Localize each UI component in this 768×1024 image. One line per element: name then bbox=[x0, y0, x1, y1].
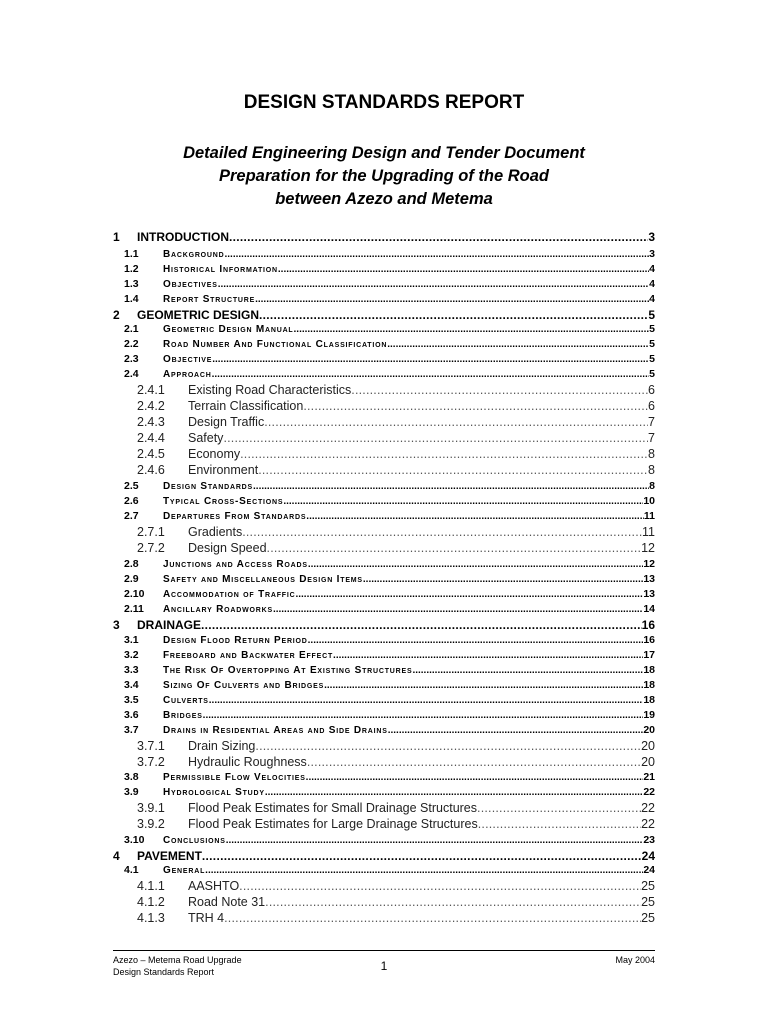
toc-entry-label: Accommodation of Traffic bbox=[163, 589, 296, 600]
toc-entry-number: 2.5 bbox=[124, 480, 139, 492]
toc-entry-label: Design Standards bbox=[163, 481, 254, 492]
toc-entry-label: Permissible Flow Velocities bbox=[163, 772, 306, 783]
footer-rule bbox=[113, 950, 655, 951]
toc-entry-label: TRH 4 bbox=[188, 911, 225, 925]
toc-entry[interactable] bbox=[113, 278, 655, 290]
toc-entry-number: 3.5 bbox=[124, 694, 139, 706]
toc-entry-label: Culverts bbox=[163, 695, 209, 706]
toc-entry-label: Safety bbox=[188, 431, 224, 445]
toc-entry-number: 2.4.4 bbox=[137, 431, 165, 445]
toc-entry-number: 2.3 bbox=[124, 353, 139, 365]
report-title: DESIGN STANDARDS REPORT bbox=[243, 92, 525, 113]
toc-entry-page: 25 bbox=[641, 895, 655, 909]
toc-entry-page: 16 bbox=[643, 634, 655, 646]
toc-entry-label: Design Traffic bbox=[188, 415, 265, 429]
toc-entry[interactable] bbox=[113, 263, 655, 275]
toc-entry-number: 3.9 bbox=[124, 786, 139, 798]
toc-entry-label: Terrain Classification bbox=[188, 399, 304, 413]
toc-entry-page: 17 bbox=[643, 649, 655, 661]
toc-dot-leader bbox=[387, 339, 649, 350]
toc-entry-label: General bbox=[163, 865, 206, 876]
toc-entry-number: 4.1 bbox=[124, 864, 139, 876]
toc-dot-leader bbox=[273, 604, 643, 615]
toc-entry-label: Objective bbox=[163, 354, 213, 365]
toc-entry-number: 4.1.2 bbox=[137, 895, 165, 909]
toc-dot-leader bbox=[308, 559, 643, 570]
toc-dot-leader bbox=[223, 431, 648, 445]
toc-dot-leader bbox=[258, 463, 648, 477]
toc-dot-leader bbox=[267, 541, 642, 555]
toc-entry-page: 4 bbox=[649, 263, 655, 275]
toc-entry-label: Freeboard and Backwater Effect bbox=[163, 650, 334, 661]
toc-dot-leader bbox=[201, 618, 642, 632]
toc-entry-label: Junctions and Access Roads bbox=[163, 559, 308, 570]
toc-entry-number: 4.1.1 bbox=[137, 879, 165, 893]
toc-entry-label: Flood Peak Estimates for Large Drainage Structures bbox=[188, 817, 478, 831]
footer-report-name: Design Standards Report bbox=[113, 967, 215, 977]
toc-entry-number: 2.2 bbox=[124, 338, 139, 350]
toc-dot-leader bbox=[229, 230, 648, 244]
toc-entry-label: Drains in Residential Areas and Side Drains bbox=[163, 725, 388, 736]
toc-entry-label: Hydrological Study bbox=[163, 787, 265, 798]
footer-date: May 2004 bbox=[615, 955, 655, 965]
toc-entry-label: Objectives bbox=[163, 279, 218, 290]
toc-entry-number: 3.9.2 bbox=[137, 817, 165, 831]
toc-dot-leader bbox=[306, 772, 644, 783]
toc-entry[interactable] bbox=[113, 771, 655, 783]
toc-entry[interactable] bbox=[113, 679, 655, 691]
toc-dot-leader bbox=[478, 817, 641, 831]
toc-entry-page: 25 bbox=[641, 911, 655, 925]
toc-dot-leader bbox=[388, 725, 644, 736]
toc-entry-label: Approach bbox=[163, 369, 212, 380]
toc-entry-label: Departures From Standards bbox=[163, 511, 307, 522]
toc-entry-number: 2.9 bbox=[124, 573, 139, 585]
toc-entry-number: 3.1 bbox=[124, 634, 139, 646]
toc-entry[interactable] bbox=[113, 431, 655, 445]
toc-entry[interactable] bbox=[113, 588, 655, 600]
toc-dot-leader bbox=[226, 835, 644, 846]
toc-entry[interactable] bbox=[113, 724, 655, 736]
toc-entry-label: Ancillary Roadworks bbox=[163, 604, 273, 615]
toc-entry-page: 19 bbox=[643, 709, 655, 721]
toc-dot-leader bbox=[225, 249, 650, 260]
toc-dot-leader bbox=[308, 635, 644, 646]
toc-dot-leader bbox=[203, 710, 644, 721]
toc-entry-label: The Risk Of Overtopping At Existing Structures bbox=[163, 665, 413, 676]
toc-entry-label: Geometric Design Manual bbox=[163, 324, 294, 335]
toc-entry-page: 5 bbox=[648, 308, 655, 322]
subtitle-line: between Azezo and Metema bbox=[275, 190, 493, 208]
toc-entry[interactable] bbox=[113, 480, 655, 492]
toc-dot-leader bbox=[294, 324, 650, 335]
toc-entry-number: 3.8 bbox=[124, 771, 139, 783]
toc-entry[interactable] bbox=[113, 911, 655, 925]
toc-entry[interactable] bbox=[113, 801, 655, 815]
toc-dot-leader bbox=[351, 383, 648, 397]
toc-dot-leader bbox=[307, 755, 641, 769]
toc-entry-page: 8 bbox=[648, 447, 655, 461]
toc-entry[interactable] bbox=[113, 864, 655, 876]
toc-dot-leader bbox=[412, 665, 643, 676]
toc-entry[interactable] bbox=[113, 293, 655, 305]
toc-entry-label: PAVEMENT bbox=[137, 849, 202, 863]
toc-entry-page: 21 bbox=[643, 771, 655, 783]
toc-dot-leader bbox=[205, 865, 643, 876]
toc-entry-number: 3 bbox=[113, 618, 120, 632]
toc-entry-page: 5 bbox=[649, 338, 655, 350]
toc-entry[interactable] bbox=[113, 383, 655, 397]
toc-entry[interactable] bbox=[113, 558, 655, 570]
toc-dot-leader bbox=[363, 574, 643, 585]
toc-dot-leader bbox=[295, 589, 643, 600]
toc-entry-page: 12 bbox=[641, 541, 655, 555]
toc-entry[interactable] bbox=[113, 709, 655, 721]
toc-entry-page: 16 bbox=[641, 618, 655, 632]
subtitle-line: Detailed Engineering Design and Tender Document bbox=[183, 144, 585, 162]
toc-entry-number: 3.9.1 bbox=[137, 801, 165, 815]
toc-entry-page: 5 bbox=[649, 323, 655, 335]
toc-entry-number: 1.3 bbox=[124, 278, 139, 290]
toc-dot-leader bbox=[477, 801, 641, 815]
toc-entry-number: 2.8 bbox=[124, 558, 139, 570]
toc-entry-label: Bridges bbox=[163, 710, 203, 721]
toc-entry-page: 22 bbox=[641, 817, 655, 831]
toc-entry-page: 5 bbox=[649, 353, 655, 365]
toc-entry-label: Economy bbox=[188, 447, 241, 461]
toc-entry[interactable] bbox=[113, 573, 655, 585]
toc-entry-number: 4.1.3 bbox=[137, 911, 165, 925]
toc-entry[interactable] bbox=[113, 786, 655, 798]
toc-entry-label: Road Note 31 bbox=[188, 895, 266, 909]
toc-entry[interactable] bbox=[113, 664, 655, 676]
toc-entry-page: 18 bbox=[643, 694, 655, 706]
toc-entry-page: 20 bbox=[643, 724, 655, 736]
toc-entry-label: Gradients bbox=[188, 525, 243, 539]
toc-dot-leader bbox=[218, 279, 649, 290]
toc-entry-number: 2.4.3 bbox=[137, 415, 165, 429]
toc-entry-number: 3.7.1 bbox=[137, 739, 165, 753]
toc-entry-label: Design Speed bbox=[188, 541, 267, 555]
toc-entry-label: Flood Peak Estimates for Small Drainage Structures bbox=[188, 801, 478, 815]
toc-entry[interactable] bbox=[113, 230, 655, 244]
toc-entry-page: 22 bbox=[643, 786, 655, 798]
toc-entry-label: INTRODUCTION bbox=[137, 230, 229, 244]
toc-entry[interactable] bbox=[113, 694, 655, 706]
toc-entry-number: 3.10 bbox=[124, 834, 145, 846]
toc-entry-page: 10 bbox=[643, 495, 655, 507]
toc-entry-page: 13 bbox=[643, 588, 655, 600]
toc-dot-leader bbox=[255, 739, 641, 753]
toc-dot-leader bbox=[278, 264, 649, 275]
toc-entry-number: 3.2 bbox=[124, 649, 139, 661]
toc-entry-number: 2.10 bbox=[124, 588, 145, 600]
toc-entry-number: 2.4.6 bbox=[137, 463, 165, 477]
toc-entry[interactable] bbox=[113, 525, 655, 539]
toc-entry-page: 11 bbox=[643, 510, 655, 522]
toc-entry-page: 4 bbox=[649, 278, 655, 290]
toc-entry[interactable] bbox=[113, 817, 655, 831]
toc-entry-number: 1.2 bbox=[124, 263, 139, 275]
toc-entry[interactable] bbox=[113, 834, 655, 846]
toc-entry[interactable] bbox=[113, 510, 655, 522]
toc-entry-number: 3.3 bbox=[124, 664, 139, 676]
toc-dot-leader bbox=[265, 787, 643, 798]
toc-entry[interactable] bbox=[113, 353, 655, 365]
toc-entry-page: 7 bbox=[648, 431, 655, 445]
toc-entry-label: Background bbox=[163, 249, 225, 260]
toc-entry-label: GEOMETRIC DESIGN bbox=[137, 308, 260, 322]
toc-dot-leader bbox=[212, 369, 650, 380]
toc-dot-leader bbox=[306, 511, 644, 522]
toc-entry-page: 20 bbox=[641, 755, 655, 769]
toc-entry-page: 24 bbox=[643, 864, 655, 876]
toc-dot-leader bbox=[242, 525, 642, 539]
toc-entry[interactable] bbox=[113, 447, 655, 461]
toc-entry-page: 22 bbox=[641, 801, 655, 815]
toc-dot-leader bbox=[240, 447, 648, 461]
toc-entry-number: 2.7.1 bbox=[137, 525, 165, 539]
subtitle-line: Preparation for the Upgrading of the Road bbox=[218, 167, 549, 185]
toc-entry[interactable] bbox=[113, 338, 655, 350]
toc-entry-label: Existing Road Characteristics bbox=[188, 383, 352, 397]
toc-entry[interactable] bbox=[113, 399, 655, 413]
toc-entry[interactable] bbox=[113, 895, 655, 909]
toc-entry-page: 12 bbox=[643, 558, 655, 570]
toc-entry-number: 4 bbox=[113, 849, 120, 863]
toc-entry[interactable] bbox=[113, 634, 655, 646]
toc-dot-leader bbox=[239, 879, 641, 893]
toc-entry[interactable] bbox=[113, 849, 655, 863]
toc-dot-leader bbox=[224, 911, 641, 925]
toc-entry-page: 8 bbox=[649, 480, 655, 492]
toc-entry-label: Road Number And Functional Classification bbox=[163, 339, 388, 350]
toc-entry[interactable] bbox=[113, 739, 655, 753]
toc-entry[interactable] bbox=[113, 755, 655, 769]
toc-entry-number: 3.4 bbox=[124, 679, 139, 691]
toc-entry-page: 25 bbox=[641, 879, 655, 893]
toc-entry-page: 18 bbox=[643, 664, 655, 676]
toc-entry-number: 3.7 bbox=[124, 724, 139, 736]
toc-entry-page: 4 bbox=[649, 293, 655, 305]
toc-entry-number: 3.6 bbox=[124, 709, 139, 721]
toc-entry-number: 2.6 bbox=[124, 495, 139, 507]
toc-entry-label: Conclusions bbox=[163, 835, 226, 846]
toc-entry-page: 6 bbox=[648, 399, 655, 413]
toc-entry-page: 24 bbox=[641, 849, 655, 863]
footer-page-number: 1 bbox=[380, 959, 388, 973]
toc-entry-label: Typical Cross-Sections bbox=[163, 496, 284, 507]
toc-entry-page: 11 bbox=[642, 525, 655, 539]
toc-entry[interactable] bbox=[113, 248, 655, 260]
toc-entry-number: 2.4.1 bbox=[137, 383, 165, 397]
toc-entry[interactable] bbox=[113, 323, 655, 335]
toc-entry-page: 3 bbox=[648, 230, 655, 244]
toc-entry-number: 1.1 bbox=[124, 248, 139, 260]
toc-dot-leader bbox=[303, 399, 648, 413]
toc-dot-leader bbox=[209, 695, 644, 706]
toc-entry-label: Environment bbox=[188, 463, 259, 477]
toc-entry-number: 2.4.2 bbox=[137, 399, 165, 413]
toc-entry-number: 2.7 bbox=[124, 510, 139, 522]
toc-entry-number: 2.4.5 bbox=[137, 447, 165, 461]
toc-entry[interactable] bbox=[113, 415, 655, 429]
toc-entry[interactable] bbox=[113, 618, 655, 632]
toc-entry-number: 2.11 bbox=[124, 603, 144, 615]
toc-entry-number: 2 bbox=[113, 308, 120, 322]
toc-dot-leader bbox=[324, 680, 643, 691]
toc-entry-page: 23 bbox=[643, 834, 655, 846]
toc-dot-leader bbox=[255, 294, 649, 305]
toc-entry-page: 5 bbox=[649, 368, 655, 380]
toc-entry-label: Design Flood Return Period bbox=[163, 635, 308, 646]
toc-dot-leader bbox=[283, 496, 643, 507]
toc-entry-number: 3.7.2 bbox=[137, 755, 165, 769]
toc-entry-number: 2.1 bbox=[124, 323, 139, 335]
footer-project-name: Azezo – Metema Road Upgrade bbox=[113, 955, 242, 965]
toc-entry-number: 2.7.2 bbox=[137, 541, 165, 555]
toc-entry-page: 3 bbox=[649, 248, 655, 260]
toc-dot-leader bbox=[265, 895, 641, 909]
toc-entry-label: Report Structure bbox=[163, 294, 256, 305]
toc-entry-label: DRAINAGE bbox=[137, 618, 202, 632]
toc-entry[interactable] bbox=[113, 308, 655, 322]
toc-entry-page: 13 bbox=[643, 573, 655, 585]
toc-entry-label: Historical Information bbox=[163, 264, 278, 275]
toc-dot-leader bbox=[212, 354, 649, 365]
toc-entry[interactable] bbox=[113, 879, 655, 893]
toc-entry-page: 6 bbox=[648, 383, 655, 397]
toc-entry[interactable] bbox=[113, 649, 655, 661]
toc-entry-number: 1 bbox=[113, 230, 120, 244]
toc-dot-leader bbox=[264, 415, 648, 429]
toc-entry-label: Hydraulic Roughness bbox=[188, 755, 307, 769]
toc-entry[interactable] bbox=[113, 463, 655, 477]
toc-entry-page: 8 bbox=[648, 463, 655, 477]
toc-entry[interactable] bbox=[113, 495, 655, 507]
toc-entry[interactable] bbox=[113, 541, 655, 555]
toc-dot-leader bbox=[259, 308, 648, 322]
report-subtitle bbox=[0, 142, 768, 211]
toc-entry-label: Sizing Of Culverts and Bridges bbox=[163, 680, 325, 691]
toc-dot-leader bbox=[333, 650, 643, 661]
toc-entry-page: 18 bbox=[643, 679, 655, 691]
toc-entry-page: 7 bbox=[648, 415, 655, 429]
toc-dot-leader bbox=[202, 849, 642, 863]
toc-entry-number: 1.4 bbox=[124, 293, 139, 305]
toc-dot-leader bbox=[253, 481, 649, 492]
toc-entry[interactable] bbox=[113, 368, 655, 380]
toc-entry-page: 14 bbox=[643, 603, 655, 615]
toc-entry-page: 20 bbox=[641, 739, 655, 753]
toc-entry-label: Safety and Miscellaneous Design Items bbox=[163, 574, 363, 585]
toc-entry-label: AASHTO bbox=[188, 879, 240, 893]
toc-entry-number: 2.4 bbox=[124, 368, 139, 380]
toc-entry[interactable] bbox=[113, 603, 655, 615]
toc-entry-label: Drain Sizing bbox=[188, 739, 256, 753]
